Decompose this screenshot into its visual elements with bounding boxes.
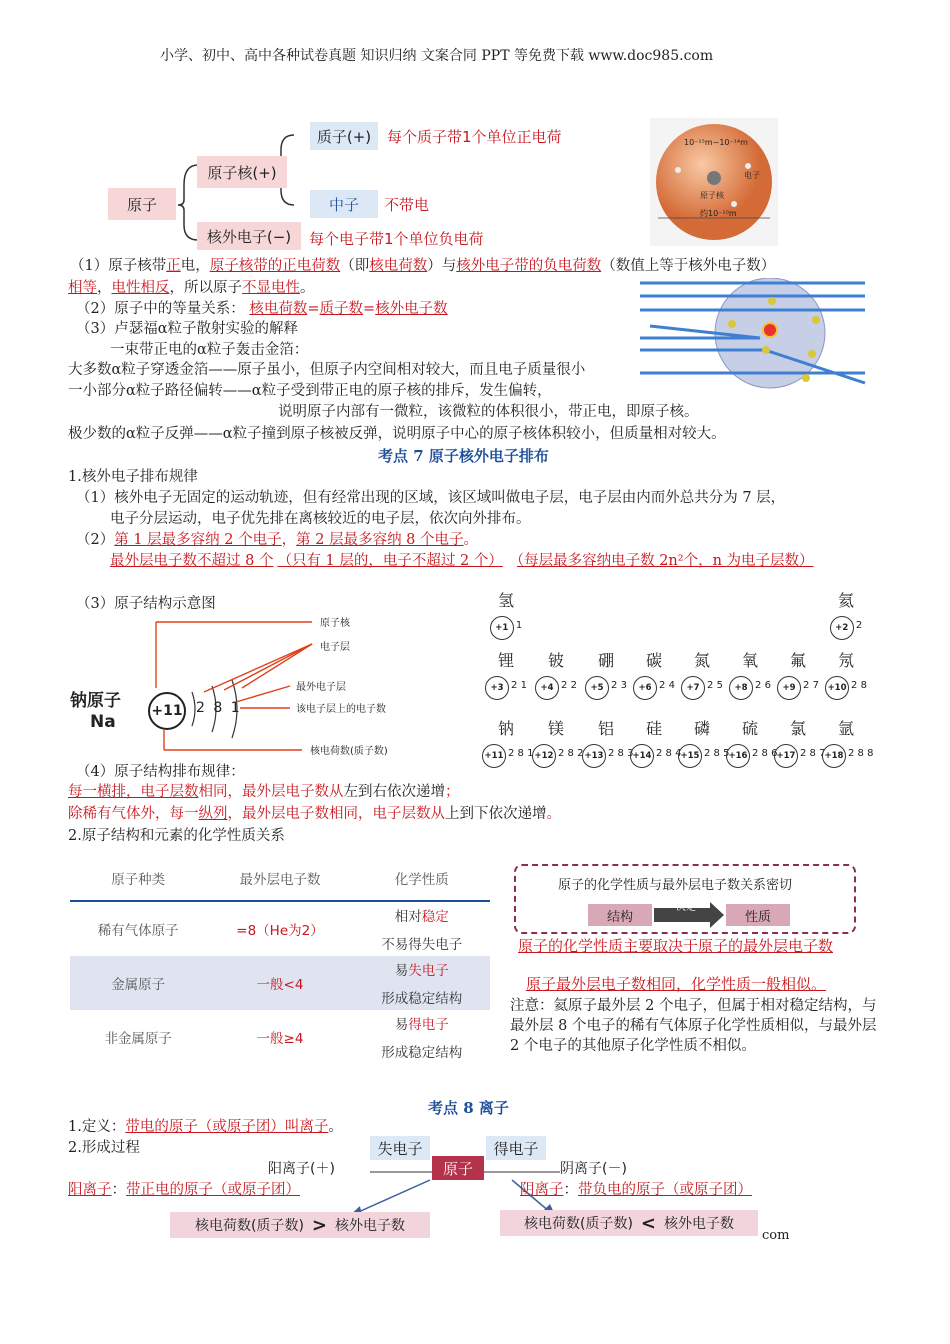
s2: 2.原子结构和元素的化学性质关系 <box>68 828 285 844</box>
element-nucleus: +4 <box>535 676 559 700</box>
relation-title: 原子的化学性质与最外层电子数关系密切 <box>558 878 793 893</box>
p3d: 说明原子内部有一微粒，该微粒的体积很小，带正电，即原子核。 <box>278 404 699 420</box>
atom-6 <box>678 648 726 700</box>
relation-box <box>514 864 856 934</box>
atom-7 <box>726 648 774 700</box>
s4a: 每一横排，电子层数相同，最外层电子数从左到右依次递增； <box>68 784 460 800</box>
element-shells: 2 8 8 <box>848 748 874 759</box>
atom-13 <box>630 716 682 768</box>
element-nucleus: +16 <box>726 744 750 768</box>
element-name: 氖 <box>837 651 854 670</box>
element-name: 钠 <box>497 719 514 738</box>
element-name: 铝 <box>597 719 614 738</box>
atom-4 <box>582 648 630 700</box>
th-kind: 原子种类 <box>70 856 206 901</box>
atom-figure <box>650 118 778 246</box>
ion-cation: 阳离子(＋) <box>268 1161 335 1177</box>
element-name: 氧 <box>741 651 758 670</box>
r1: 原子的化学性质主要取决于原子的最外层电子数 <box>518 937 834 955</box>
element-shells: 2 7 <box>803 680 819 691</box>
element-shells: 2 8 7 <box>800 748 826 759</box>
p1b: 相等，电性相反，所以原子不显电性。 <box>68 280 315 296</box>
relation-verb: 决定 <box>676 902 696 913</box>
element-nucleus: +18 <box>822 744 846 768</box>
d1: 1.定义：带电的原子（或原子团）叫离子。 <box>68 1119 343 1135</box>
element-nucleus: +7 <box>681 676 705 700</box>
p3c: 一小部分α粒子路径偏转——α粒子受到带正电的原子核的排斥，发生偏转， <box>68 383 552 399</box>
page-header: 小学、初中、高中各种试卷真题 知识归纳 文案合同 PPT 等免费下载 www.doc985.com <box>160 48 714 64</box>
proton-desc: 每个质子带1个单位正电荷 <box>387 128 562 146</box>
th-prop: 化学性质 <box>354 856 490 901</box>
na-label-count: 该电子层上的电子数 <box>296 704 386 715</box>
element-shells: 2 8 <box>851 680 867 691</box>
footer-fragment: com <box>762 1228 790 1243</box>
atom-nucleus-label: 原子核 <box>700 191 724 200</box>
na-label-nucleus: 原子核 <box>320 618 350 629</box>
element-name: 氦 <box>837 591 854 610</box>
element-nucleus: +15 <box>678 744 702 768</box>
tree-proton: 质子(+) <box>310 122 378 150</box>
cation-def: 阳离子：带正电的原子（或原子团） <box>68 1182 300 1198</box>
neutron-desc: 不带电 <box>384 196 430 214</box>
element-shells: 2 5 <box>707 680 723 691</box>
anion-compare: 核电荷数(质子数) < 核外电子数 <box>500 1210 758 1236</box>
ion-gain: 得电子 <box>486 1136 546 1160</box>
atom-1 <box>822 588 870 640</box>
sodium-diagram <box>64 612 424 762</box>
element-shells: 2 2 <box>561 680 577 691</box>
na-name: 钠原子 <box>70 691 121 711</box>
atom-14 <box>678 716 730 768</box>
element-shells: 2 8 4 <box>656 748 682 759</box>
ion-anion: 阴离子(－) <box>560 1161 627 1177</box>
element-name: 氮 <box>693 651 710 670</box>
atom-2 <box>482 648 530 700</box>
element-nucleus: +5 <box>585 676 609 700</box>
d2: 2.形成过程 <box>68 1140 140 1156</box>
na-nucleus: +11 <box>148 692 186 730</box>
th-outer: 最外层电子数 <box>206 856 353 901</box>
element-name: 氢 <box>497 591 514 610</box>
r3: 注意：氦原子最外层 2 个电子，但属于相对稳定结构，与最外层 8 个电子的稀有气体原子化学性质相似，与最外层 2 个电子的其他原子化学性质不相似。 <box>510 998 877 1054</box>
element-shells: 2 3 <box>611 680 627 691</box>
r2: 原子最外层电子数相同，化学性质一般相似。 <box>526 975 827 993</box>
atom-16 <box>774 716 826 768</box>
element-name: 氯 <box>789 719 806 738</box>
atom-0 <box>482 588 530 640</box>
s1c: （2）第 1 层最多容纳 2 个电子，第 2 层最多容纳 8 个电子。 <box>76 532 479 548</box>
na-symbol: Na <box>90 712 116 732</box>
table-row: 稀有气体原子 =8（He为2） 相对稳定 不易得失电子 <box>97 909 463 953</box>
na-label-charge: 核电荷数(质子数) <box>310 746 388 757</box>
alpha-scattering-figure <box>640 278 870 390</box>
tree-atom: 原子 <box>108 188 176 220</box>
atom-diameter-label: 约10⁻¹⁰m <box>700 209 737 218</box>
tree-nucleus: 原子核(+) <box>197 156 287 188</box>
kd8-title: 考点 8 离子 <box>428 1099 509 1117</box>
element-name: 硅 <box>645 719 662 738</box>
element-nucleus: +10 <box>825 676 849 700</box>
atom-12 <box>582 716 634 768</box>
atom-9 <box>822 648 870 700</box>
element-name: 硼 <box>597 651 614 670</box>
p3b: 大多数α粒子穿透金箔——原子虽小，但原子内空间相对较大，而且电子质量很小 <box>68 362 586 378</box>
cation-compare: 核电荷数(质子数) > 核外电子数 <box>170 1212 430 1238</box>
element-name: 镁 <box>547 719 564 738</box>
p1: （1）原子核带正电，原子核带的正电荷数（即核电荷数）与核外电子带的负电荷数（数值上等于核外电子数） <box>70 258 776 274</box>
s1b: 电子分层运动，电子优先排在离核较近的电子层，依次向外排布。 <box>110 511 531 527</box>
atom-11 <box>532 716 584 768</box>
s1e: （3）原子结构示意图 <box>76 596 216 612</box>
element-nucleus: +17 <box>774 744 798 768</box>
atom-size-label: 10⁻¹⁵m~10⁻¹⁴m <box>684 138 748 147</box>
p3e: 极少数的α粒子反弹——α粒子撞到原子核被反弹，说明原子中心的原子核体积较小，但质量相对较大。 <box>68 426 726 442</box>
element-nucleus: +11 <box>482 744 506 768</box>
element-shells: 2 <box>855 620 863 631</box>
anion-def: 阴离子：带负电的原子（或原子团） <box>520 1182 752 1198</box>
relation-structure: 结构 <box>588 904 652 926</box>
element-shells: 2 4 <box>659 680 675 691</box>
atom-electron-label: 电子 <box>744 171 760 180</box>
na-label-shell: 电子层 <box>320 642 350 653</box>
p3a: 一束带正电的α粒子轰击金箔： <box>110 342 309 358</box>
kd7-title: 考点 7 原子核外电子排布 <box>378 447 549 465</box>
element-name: 锂 <box>497 651 514 670</box>
na-label-outer: 最外电子层 <box>296 682 346 693</box>
element-nucleus: +12 <box>532 744 556 768</box>
element-nucleus: +3 <box>485 676 509 700</box>
element-nucleus: +9 <box>777 676 801 700</box>
s4: （4）原子结构排布规律： <box>76 764 245 780</box>
atom-5 <box>630 648 678 700</box>
s1a: （1）核外电子无固定的运动轨迹，但有经常出现的区域，该区域叫做电子层，电子层由内而外总共分为 7 层， <box>76 490 786 506</box>
table-row: 金属原子 一般<4 易失电子 形成稳定结构 <box>70 956 490 1010</box>
element-nucleus: +1 <box>490 616 514 640</box>
atom-8 <box>774 648 822 700</box>
s4b: 除稀有气体外，每一纵列，最外层电子数相同，电子层数从上到下依次递增。 <box>68 806 561 822</box>
relation-property: 性质 <box>726 904 790 926</box>
element-nucleus: +6 <box>633 676 657 700</box>
s1: 1.核外电子排布规律 <box>68 469 198 485</box>
s1d: 最外层电子数不超过 8 个 （只有 1 层的，电子不超过 2 个） （每层最多容纳电子数 2n²个，n 为电子层数） <box>110 553 814 569</box>
atom-3 <box>532 648 580 700</box>
element-shells: 2 8 2 <box>558 748 584 759</box>
tree-electron: 核外电子(−) <box>197 222 301 250</box>
element-nucleus: +13 <box>582 744 606 768</box>
ion-lose: 失电子 <box>370 1136 430 1160</box>
element-shells: 2 1 <box>511 680 527 691</box>
atom-10 <box>482 716 534 768</box>
property-table <box>70 856 490 1064</box>
element-name: 氟 <box>789 651 806 670</box>
electron-desc: 每个电子带1个单位负电荷 <box>309 230 484 248</box>
element-name: 铍 <box>547 651 564 670</box>
atom-17 <box>822 716 874 768</box>
element-name: 氩 <box>837 719 854 738</box>
element-shells: 2 6 <box>755 680 771 691</box>
element-nucleus: +8 <box>729 676 753 700</box>
element-name: 碳 <box>645 651 662 670</box>
tree-neutron: 中子 <box>310 190 378 218</box>
na-shells: 2 8 1 <box>196 700 242 716</box>
ion-atom: 原子 <box>432 1156 484 1180</box>
element-name: 硫 <box>741 719 758 738</box>
element-shells: 2 8 1 <box>508 748 534 759</box>
element-shells: 2 8 3 <box>608 748 634 759</box>
element-shells: 2 8 6 <box>752 748 778 759</box>
p2: （2）原子中的等量关系： 核电荷数=质子数=核外电子数 <box>76 301 448 317</box>
atom-15 <box>726 716 778 768</box>
element-name: 磷 <box>693 719 710 738</box>
element-nucleus: +14 <box>630 744 654 768</box>
element-nucleus: +2 <box>830 616 854 640</box>
p3: （3）卢瑟福α粒子散射实验的解释 <box>76 321 299 337</box>
element-shells: 2 8 5 <box>704 748 730 759</box>
element-shells: 1 <box>515 620 523 631</box>
table-row: 非金属原子 一般≥4 易得电子 形成稳定结构 <box>104 1017 463 1061</box>
